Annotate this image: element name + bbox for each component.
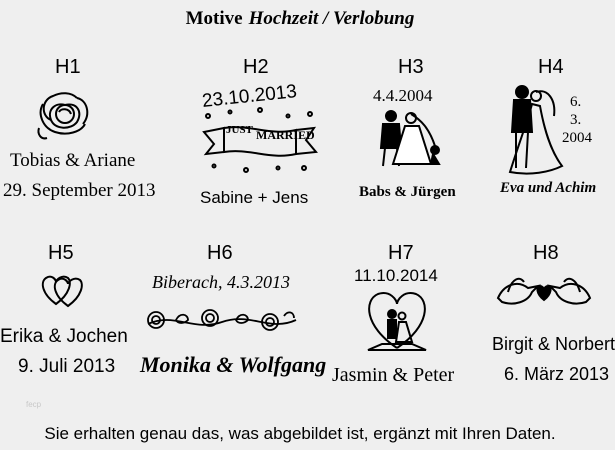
bride-groom-silhouette-icon bbox=[502, 80, 566, 176]
motif-code-h4: H4 bbox=[538, 56, 564, 78]
motif-h5-line-2: 9. Juli 2013 bbox=[18, 356, 116, 377]
banner-word-1: JUST bbox=[226, 124, 253, 136]
motif-h3-date: 4.4.2004 bbox=[373, 86, 433, 105]
motif-h3-names: Babs & Jürgen bbox=[359, 184, 456, 200]
motif-h1-line-1: Tobias & Ariane bbox=[10, 150, 136, 171]
motif-code-h7: H7 bbox=[388, 242, 414, 264]
motif-h8-line-2: 6. März 2013 bbox=[504, 364, 610, 384]
motif-code-h5: H5 bbox=[48, 242, 74, 264]
footer-text: Sie erhalten genau das, was abgebildet ist, ergänzt mit Ihren Daten. bbox=[44, 424, 556, 443]
motif-code-h6: H6 bbox=[207, 242, 233, 264]
title-sub: Hochzeit / Verlobung bbox=[248, 8, 415, 29]
watermark: fecp bbox=[26, 400, 42, 409]
motif-h4-date-2: 3. bbox=[570, 112, 582, 128]
just-married-banner-icon bbox=[200, 106, 318, 180]
two-hearts-icon bbox=[40, 272, 84, 308]
motif-h6-names: Monika & Wolfgang bbox=[140, 352, 327, 377]
banner-word-2: MARRIED bbox=[256, 128, 315, 142]
motif-h4-date-3: 2004 bbox=[562, 130, 592, 146]
couple-under-heart-icon bbox=[354, 286, 440, 358]
motif-h7-names: Jasmin & Peter bbox=[332, 364, 455, 386]
wedding-couple-icon bbox=[373, 106, 447, 170]
motif-h5-line-1: Erika & Jochen bbox=[0, 326, 128, 347]
rose-icon bbox=[33, 84, 97, 146]
motif-code-h2: H2 bbox=[243, 56, 269, 78]
motif-h7-date: 11.10.2014 bbox=[354, 266, 438, 285]
motif-code-h8: H8 bbox=[533, 242, 559, 264]
motif-h8-line-1: Birgit & Norbert bbox=[492, 334, 615, 354]
title-main: Motive bbox=[185, 8, 243, 29]
motif-h6-date: Biberach, 4.3.2013 bbox=[152, 272, 290, 292]
rose-garland-icon bbox=[144, 302, 300, 338]
motif-code-h3: H3 bbox=[398, 56, 424, 78]
motif-h4-date-1: 6. bbox=[570, 94, 582, 110]
motif-h1-line-2: 29. September 2013 bbox=[3, 180, 156, 201]
page-title bbox=[0, 8, 600, 30]
doves-heart-icon bbox=[494, 274, 594, 314]
motif-h2-date: 23.10.2013 bbox=[201, 81, 298, 112]
motif-h4-names: Eva und Achim bbox=[500, 180, 597, 196]
motif-h2-names: Sabine + Jens bbox=[200, 188, 309, 207]
motif-code-h1: H1 bbox=[55, 56, 81, 78]
